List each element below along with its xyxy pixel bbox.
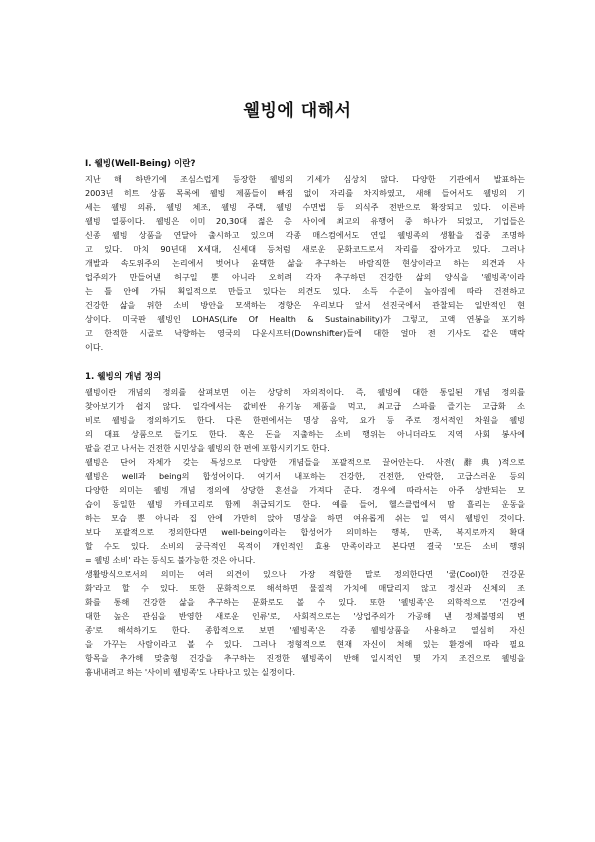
text-line: 할 수도 있다. 소비의 궁극적인 목적이 개인적인 효용 만족이라고 본다면 결국 '모든 소비 행위: [85, 541, 525, 551]
text-line: 고 한적한 시골로 낙향하는 영국의 다운시프터(Downshifter)들에 대한 얼마 전 기사도 같은 맥락: [85, 328, 525, 338]
text-line: 상이다. 미국판 웰빙인 LOHAS(Life Of Health & Sustainability)가 그렇고, 고액 연봉을 포기하: [85, 314, 525, 324]
section-heading-concept-definition: 1. 웰빙의 개념 정의: [85, 372, 162, 382]
text-line: 2003년 히트 상품 목록에 웰빙 제품들이 빠짐 없이 자리를 차지하였고, 새해 들어서도 웰빙의 기: [85, 188, 525, 198]
text-line: 웰빙 열풍이다. 웰빙은 이미 20,30대 젊은 층 사이에 최고의 유행어 중 하나가 되었고, 기업들은: [85, 216, 525, 226]
text-line: 대한 높은 관심을 반영한 새로운 인류'로, 사회적으로는 '상업주의가 가공해 낸 정체불명의 변: [85, 611, 525, 621]
text-line: 화를 통해 건강한 삶을 추구하는 문화로도 볼 수 있다. 또한 '웰빙족'은 의학적으로 '건강에: [85, 597, 525, 607]
document-body: [85, 158, 525, 679]
text-line: 생활방식으로서의 의미는 여러 의견이 있으나 가장 적합한 말로 정의한다면 '쿨(Cool)한 건강문: [85, 569, 525, 579]
text-line: 습이 동일한 웰빙 카테고리로 함께 취급되기도 한다. 예를 들어, 헬스클럽에서 땀 흘리는 운동을: [85, 499, 525, 509]
text-line: 팔을 걷고 나서는 건전한 시민상을 웰빙의 한 편에 포함시키기도 한다.: [85, 443, 330, 453]
text-line: 비로 웰빙을 정의하기도 한다. 다른 한편에서는 명상 음악, 요가 등 주로 정서적인 차원을 웰빙: [85, 415, 525, 425]
text-line: 찾아보기가 쉽지 않다. 일각에서는 값비싼 유기농 제품을 먹고, 최고급 스파를 즐기는 고급화 소: [85, 401, 525, 411]
text-line: 세는 웰빙 의류, 웰빙 체조, 웰빙 주택, 웰빙 수면법 등 의식주 전반으로 확장되고 있다. 이른바: [85, 202, 525, 212]
text-line: 는 틀 안에 가둬 획일적으로 만들고 있다는 의견도 있다. 소득 수준이 높아짐에 따라 건전하고: [85, 286, 525, 296]
text-line: 웰빙이란 개념의 정의를 살펴보면 이는 상당히 자의적이다. 즉, 웰빙에 대한 통일된 개념 정의를: [85, 387, 525, 397]
text-line: 업주의가 만들어낸 허구일 뿐 아니라 오히려 각자 추구하던 건강한 삶의 양식을 '웰빙족'이라: [85, 272, 525, 282]
text-line: 고 있다. 마치 90년대 X세대, 신세대 등처럼 새로운 문화코드로서 자리를 잡아가고 있다. 그러나: [85, 244, 525, 254]
document-title: 웰빙에 대해서: [243, 101, 352, 121]
text-line: 화'라고 할 수 있다. 또한 문화적으로 해석하면 물질적 가치에 매달리지 않고 정신과 신체의 조: [85, 583, 525, 593]
text-line: 지난 해 하반기에 조심스럽게 등장한 웰빙의 기세가 심상치 않다. 다양한 기관에서 발표하는: [85, 174, 525, 184]
section-gap: [85, 354, 525, 371]
text-line: 웰빙은 well과 being의 합성어이다. 여기서 내포하는 건강한, 건전한, 안락한, 고급스러운 등의: [85, 471, 525, 481]
text-line: 이다.: [85, 342, 104, 352]
text-line: 의 대표 상품으로 들기도 한다. 혹은 돈을 지출하는 소비 행위는 아니더라도 지역 사회 봉사에: [85, 429, 525, 439]
section-heading-what-is-wellbeing: Ⅰ. 웰빙(Well-Being) 이란?: [85, 159, 196, 169]
text-line: 하는 모습 뿐 아니라 집 안에 가만히 앉아 명상을 하면 여유롭게 쉬는 일 역시 웰빙인 것이다.: [85, 513, 525, 523]
section-body-concept-definition: [85, 385, 525, 679]
text-line: 종'로 해석하기도 한다. 종합적으로 보면 '웰빙족'은 각종 웰빙상품을 사용하고 열심히 자신: [85, 625, 525, 635]
text-line: 웰빙은 단어 자체가 갖는 특성으로 다양한 개념들을 포괄적으로 끌어안는다. 사전(辭典)적으로: [85, 457, 525, 467]
text-line: = 웰빙 소비' 라는 등식도 불가능한 것은 아니다.: [85, 555, 256, 565]
section-body-what-is-wellbeing: [85, 172, 525, 354]
text-line: 보다 포괄적으로 정의한다면 well-being이라는 합성어가 의미하는 행복, 만족, 복지로까지 확대: [85, 527, 525, 537]
text-line: 개발과 속도위주의 논리에서 벗어나 윤택한 삶을 추구하는 바람직한 현상이라고 하는 의견과 사: [85, 258, 525, 268]
text-line: 건강한 삶을 위한 소비 방안을 모색하는 경향은 우리보다 앞서 선진국에서 관찰되는 일반적인 현: [85, 300, 525, 310]
text-line: 신종 웰빙 상품을 연달아 출시하고 있으며 각종 매스컴에서도 연일 웰빙족의 생활을 집중 조명하: [85, 230, 525, 240]
text-line: 을 가꾸는 사람이라고 볼 수 있다. 그러나 정형적으로 현재 자신이 처해 있는 환경에 따라 필요: [85, 639, 525, 649]
text-line: 다양한 의미는 웰빙 개념 정의에 상당한 혼선을 가져다 준다. 경우에 따라서는 아주 상반되는 모: [85, 485, 525, 495]
text-line: 흉내내려고 하는 '사이비 웰빙족'도 나타나고 있는 실정이다.: [85, 667, 296, 677]
text-line: 항목을 추가해 맞춤형 건강을 추구하는 진정한 웰빙족이 반해 일시적인 몇 가지 조건으로 웰빙을: [85, 653, 525, 663]
